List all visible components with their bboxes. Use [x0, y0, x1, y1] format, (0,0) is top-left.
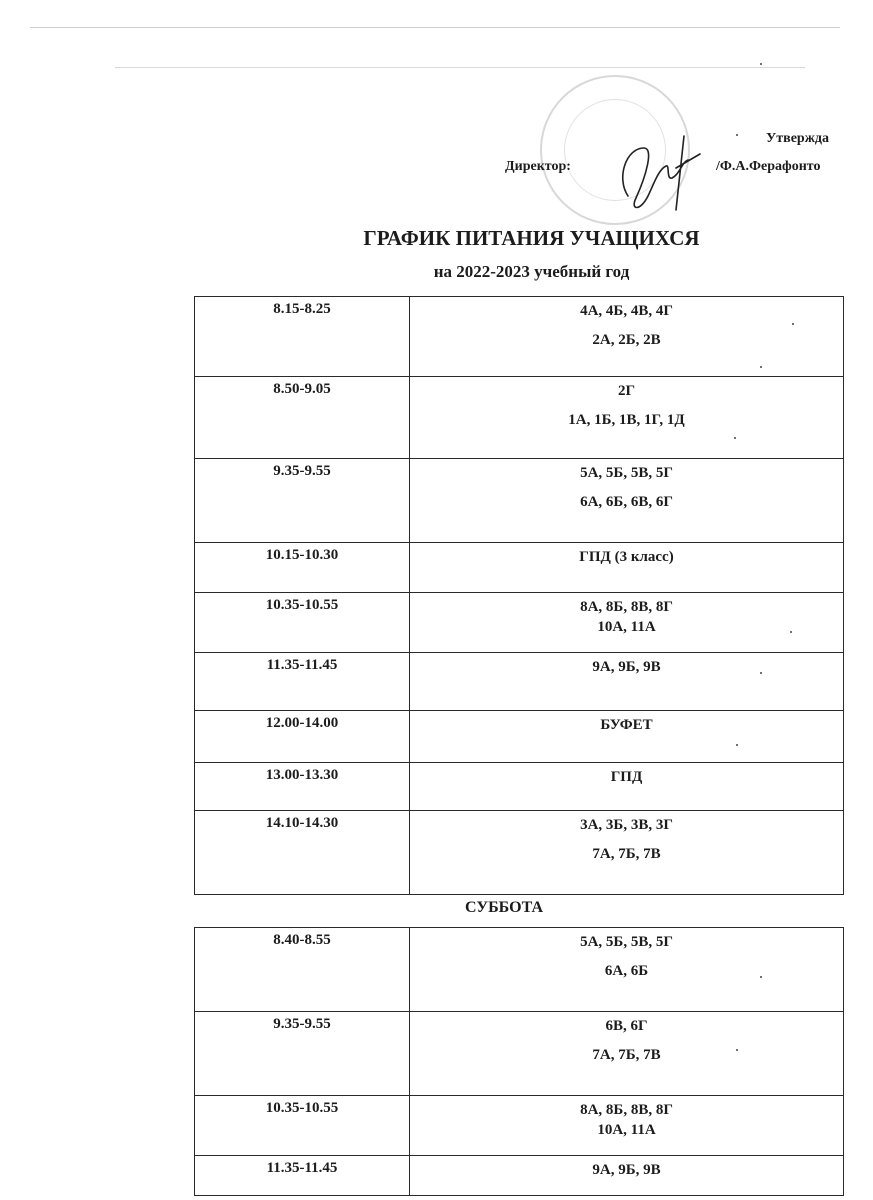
- class-line: 7А, 7Б, 7В: [592, 1047, 661, 1063]
- document-title: ГРАФИК ПИТАНИЯ УЧАЩИХСЯ: [363, 226, 700, 250]
- class-line: 6В, 6Г: [605, 1018, 648, 1034]
- scan-speck: [734, 437, 736, 439]
- time-cell: 10.35-10.55: [195, 1096, 410, 1156]
- class-line: 9А, 9Б, 9В: [592, 1162, 661, 1178]
- classes-cell: [410, 1156, 844, 1196]
- class-line: 10А, 11А: [597, 619, 656, 635]
- scan-speck: [790, 631, 792, 633]
- time-cell: 11.35-11.45: [195, 653, 410, 711]
- table-row: [195, 459, 844, 543]
- table-row: [195, 763, 844, 811]
- table-row: [195, 377, 844, 459]
- class-line: 2Г: [617, 383, 636, 399]
- time-cell: 9.35-9.55: [195, 1012, 410, 1096]
- classes-cell: [410, 711, 844, 763]
- class-line: ГПД (3 класс): [579, 549, 674, 565]
- table-row: [195, 928, 844, 1012]
- time-cell: 9.35-9.55: [195, 459, 410, 543]
- classes-cell: [410, 459, 844, 543]
- class-line: 1А, 1Б, 1В, 1Г, 1Д: [568, 412, 685, 428]
- scan-edge-line: [30, 27, 840, 28]
- time-cell: 13.00-13.30: [195, 763, 410, 811]
- weekday-schedule-table: [194, 296, 844, 895]
- table-row: [195, 1096, 844, 1156]
- table-row: [195, 811, 844, 895]
- time-cell: 12.00-14.00: [195, 711, 410, 763]
- scan-speck: [736, 134, 738, 136]
- table-row: [195, 653, 844, 711]
- table-row: [195, 593, 844, 653]
- class-line: 8А, 8Б, 8В, 8Г: [580, 599, 673, 615]
- scan-speck: [760, 672, 762, 674]
- classes-cell: [410, 593, 844, 653]
- scan-speck: [736, 744, 738, 746]
- scan-speck: [760, 976, 762, 978]
- class-line: 9А, 9Б, 9В: [592, 659, 661, 675]
- table-row: [195, 1156, 844, 1196]
- class-line: 3А, 3Б, 3В, 3Г: [580, 817, 673, 833]
- scan-speck: [760, 63, 762, 65]
- classes-cell: [410, 763, 844, 811]
- classes-cell: [410, 653, 844, 711]
- class-line: 10А, 11А: [597, 1122, 656, 1138]
- classes-cell: [410, 543, 844, 593]
- time-cell: 8.40-8.55: [195, 928, 410, 1012]
- saturday-heading: СУББОТА: [464, 899, 543, 916]
- table-row: [195, 711, 844, 763]
- table-row: [195, 297, 844, 377]
- director-name: /Ф.А.Ферафонто: [716, 159, 821, 174]
- document-subtitle: на 2022-2023 учебный год: [433, 262, 630, 281]
- director-signature: [596, 118, 716, 218]
- time-cell: 10.35-10.55: [195, 593, 410, 653]
- classes-cell: [410, 811, 844, 895]
- classes-cell: [410, 1096, 844, 1156]
- class-line: 8А, 8Б, 8В, 8Г: [580, 1102, 673, 1118]
- class-line: БУФЕТ: [600, 717, 653, 733]
- scan-speck: [792, 323, 794, 325]
- director-label: Директор:: [505, 159, 571, 174]
- class-line: 4А, 4Б, 4В, 4Г: [580, 303, 673, 319]
- time-cell: 8.15-8.25: [195, 297, 410, 377]
- time-cell: 10.15-10.30: [195, 543, 410, 593]
- classes-cell: [410, 297, 844, 377]
- class-line: 2А, 2Б, 2В: [592, 332, 661, 348]
- table-row: [195, 543, 844, 593]
- classes-cell: [410, 1012, 844, 1096]
- scan-edge-line: [115, 67, 805, 68]
- class-line: 5А, 5Б, 5В, 5Г: [580, 465, 673, 481]
- classes-cell: [410, 377, 844, 459]
- classes-cell: [410, 928, 844, 1012]
- class-line: 6А, 6Б: [604, 963, 649, 979]
- time-cell: 8.50-9.05: [195, 377, 410, 459]
- table-row: [195, 1012, 844, 1096]
- class-line: 5А, 5Б, 5В, 5Г: [580, 934, 673, 950]
- approval-label: Утвержда: [766, 131, 829, 146]
- class-line: 6А, 6Б, 6В, 6Г: [580, 494, 673, 510]
- time-cell: 11.35-11.45: [195, 1156, 410, 1196]
- saturday-schedule-table: [194, 927, 844, 1196]
- time-cell: 14.10-14.30: [195, 811, 410, 895]
- scan-speck: [760, 366, 762, 368]
- scan-speck: [736, 1049, 738, 1051]
- class-line: ГПД: [610, 769, 643, 785]
- class-line: 7А, 7Б, 7В: [592, 846, 661, 862]
